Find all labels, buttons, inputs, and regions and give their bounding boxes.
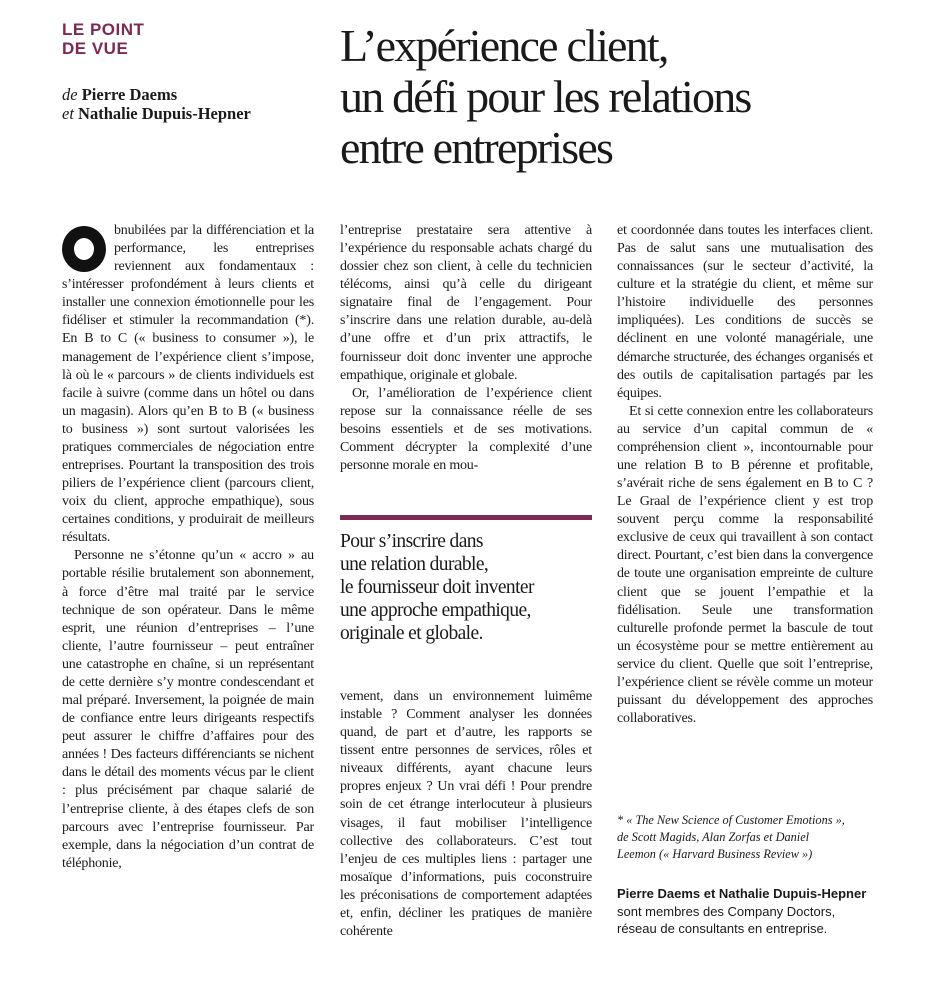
pull-quote-line-5: originale et globale. bbox=[340, 623, 483, 644]
pull-quote bbox=[340, 515, 592, 645]
section-rubric bbox=[62, 20, 144, 58]
title-line-1: L’expérience client, bbox=[340, 20, 668, 71]
byline-prefix-2: et bbox=[62, 104, 74, 123]
pull-quote-line-2: une relation durable, bbox=[340, 554, 489, 575]
author-2: Nathalie Dupuis-Hepner bbox=[78, 104, 251, 123]
pull-quote-line-1: Pour s’inscrire dans bbox=[340, 531, 483, 552]
rubric-line-1: LE POINT bbox=[62, 20, 145, 39]
article-column-3 bbox=[617, 222, 873, 728]
rubric-line-2: DE VUE bbox=[62, 39, 129, 58]
dropcap-o-icon bbox=[62, 226, 106, 272]
paragraph: et coordonnée dans toutes les interfaces client. Pas de salut sans une mutualisation des connaissances (sur le secteur d’activité, la culture et la stratégie du client, et même sur l’histoire individuelle des personnes impliquées). Les conditions de succès se déclinent en une volonté managériale, une démarche structurée, des échanges organisés et des outils de capitalisation partagés par les équipes. bbox=[617, 223, 873, 401]
title-line-2: un défi pour les relations bbox=[340, 71, 751, 122]
byline-line-1 bbox=[62, 85, 251, 104]
article-title bbox=[340, 20, 930, 173]
paragraph bbox=[62, 222, 314, 547]
byline-prefix-1: de bbox=[62, 85, 78, 104]
paragraph: l’entreprise prestataire sera attentive à l’expérience du responsable achats chargé du dossier chez son client, à celle du technicien télécoms, ainsi qu’à celle du dirigeant signataire final de l’engagement. Pour s’inscrire dans une relation durable, au-delà d’une offre et d’un prix attractifs, le fournisseur doit donc inventer une approche empathique, originale et globale. bbox=[340, 223, 592, 383]
footnote-line-2: de Scott Magids, Alan Zorfas et Daniel bbox=[617, 830, 810, 844]
pull-quote-text bbox=[340, 530, 592, 645]
article-column-2-bottom bbox=[340, 688, 592, 941]
article-column-1 bbox=[62, 222, 314, 873]
article-column-2-top bbox=[340, 222, 592, 475]
bio-text: sont membres des Company Doctors, réseau de consultants en entreprise. bbox=[617, 903, 836, 936]
paragraph: vement, dans un environnement luimême instable ? Comment analyser les données quand, de part et d’autre, les rapports se tissent entre personnes de services, rôles et niveaux différents, ayant chacune leurs propres enjeux ? Un vrai défi ! Pour prendre soin de cet étrange interlocuteur à plusieurs visages, il faut mobiliser l’intelligence collective des collaborateurs. C’est tout l’enjeu de ces multiples liens : partager une mosaïque d’informations, puis coconstruire les préconisations de comportement adaptées et, enfin, décliner les pratiques de manière cohérente bbox=[340, 689, 592, 940]
paragraph-text: bnubilées par la différenciation et la performance, les entreprises reviennent aux fondamentaux : s’intéresser profondément à leurs clients et installer une connexion émotionnelle pour les fidéliser et stimuler la recommandation (*). En B to C (« business to consumer »), le management de l’expérience client s’impose, là où le « parcours » de clients individuels est facile à suivre (comme dans un hôtel ou dans un magasin). Alors qu’en B to B (« business to business ») sont surtout valorisées les pratiques commerciales de négociation entre entreprises. Pourtant la transposition des trois piliers de l’expérience client (parcours client, voix du client, approche empathique), sous certaines conditions, y produirait de meilleurs résultats. bbox=[62, 223, 314, 546]
byline-line-2 bbox=[62, 104, 251, 123]
byline bbox=[62, 85, 251, 123]
bio-names: Pierre Daems et Nathalie Dupuis-Hepner bbox=[617, 886, 867, 901]
paragraph: Et si cette connexion entre les collaborateurs au service d’un capital commun de « compréhension client », incontournable pour une relation B to B pérenne et profitable, s’avérait riche de sens également en B to C ? Le Graal de l’expérience client y est trop souvent perçu comme la responsabilité exclusive de ceux qui travaillent à son contact direct. Pourtant, c’est bien dans la convergence de toute une organisation empreinte de culture client que se jouent l’empathie et la fidélisation. Seule une transformation culturelle profonde permet la bascule de tout un écosystème pour se mettre entièrement au service du client. Quelle que soit l’entreprise, l’expérience client se révèle comme un moteur puissant du développement des approches collaboratives. bbox=[617, 403, 873, 727]
footnote bbox=[617, 812, 873, 863]
paragraph: Personne ne s’étonne qu’un « accro » au portable résilie brutalement son abonnement, à force d’être mal traité par le service technique de son opérateur. Dans le même esprit, une réunion d’entreprises – l’une cliente, l’autre fournisseur – peut entraîner une catastrophe en chaîne, si un représentant de cette dernière s’y montre condescendant et mal préparé. Inversement, la poignée de main de confiance entre leurs dirigeants respectifs peut assurer le chiffre d’affaires pour des années ! Des facteurs différenciants se nichent dans le détail des moments vécus par le client : plus précisément par chaque salarié de l’entreprise cliente, à des étapes clefs de son parcours avec l’entreprise fournisseur. Par exemple, dans la négociation d’un contrat de téléphonie, bbox=[62, 548, 314, 871]
paragraph: Or, l’amélioration de l’expérience client repose sur la connaissance réelle de ses besoins essentiels et de ses motivations. Comment décrypter la complexité d’une personne morale en mou- bbox=[340, 385, 592, 474]
pull-quote-line-4: une approche empathique, bbox=[340, 600, 531, 621]
author-1: Pierre Daems bbox=[81, 85, 178, 104]
author-bio bbox=[617, 885, 873, 938]
footnote-line-3: Leemon (« Harvard Business Review ») bbox=[617, 847, 813, 861]
footnote-line-1: * « The New Science of Customer Emotions », bbox=[617, 813, 845, 827]
pull-quote-line-3: le fournisseur doit inventer bbox=[340, 577, 534, 598]
title-line-3: entre entreprises bbox=[340, 122, 613, 173]
